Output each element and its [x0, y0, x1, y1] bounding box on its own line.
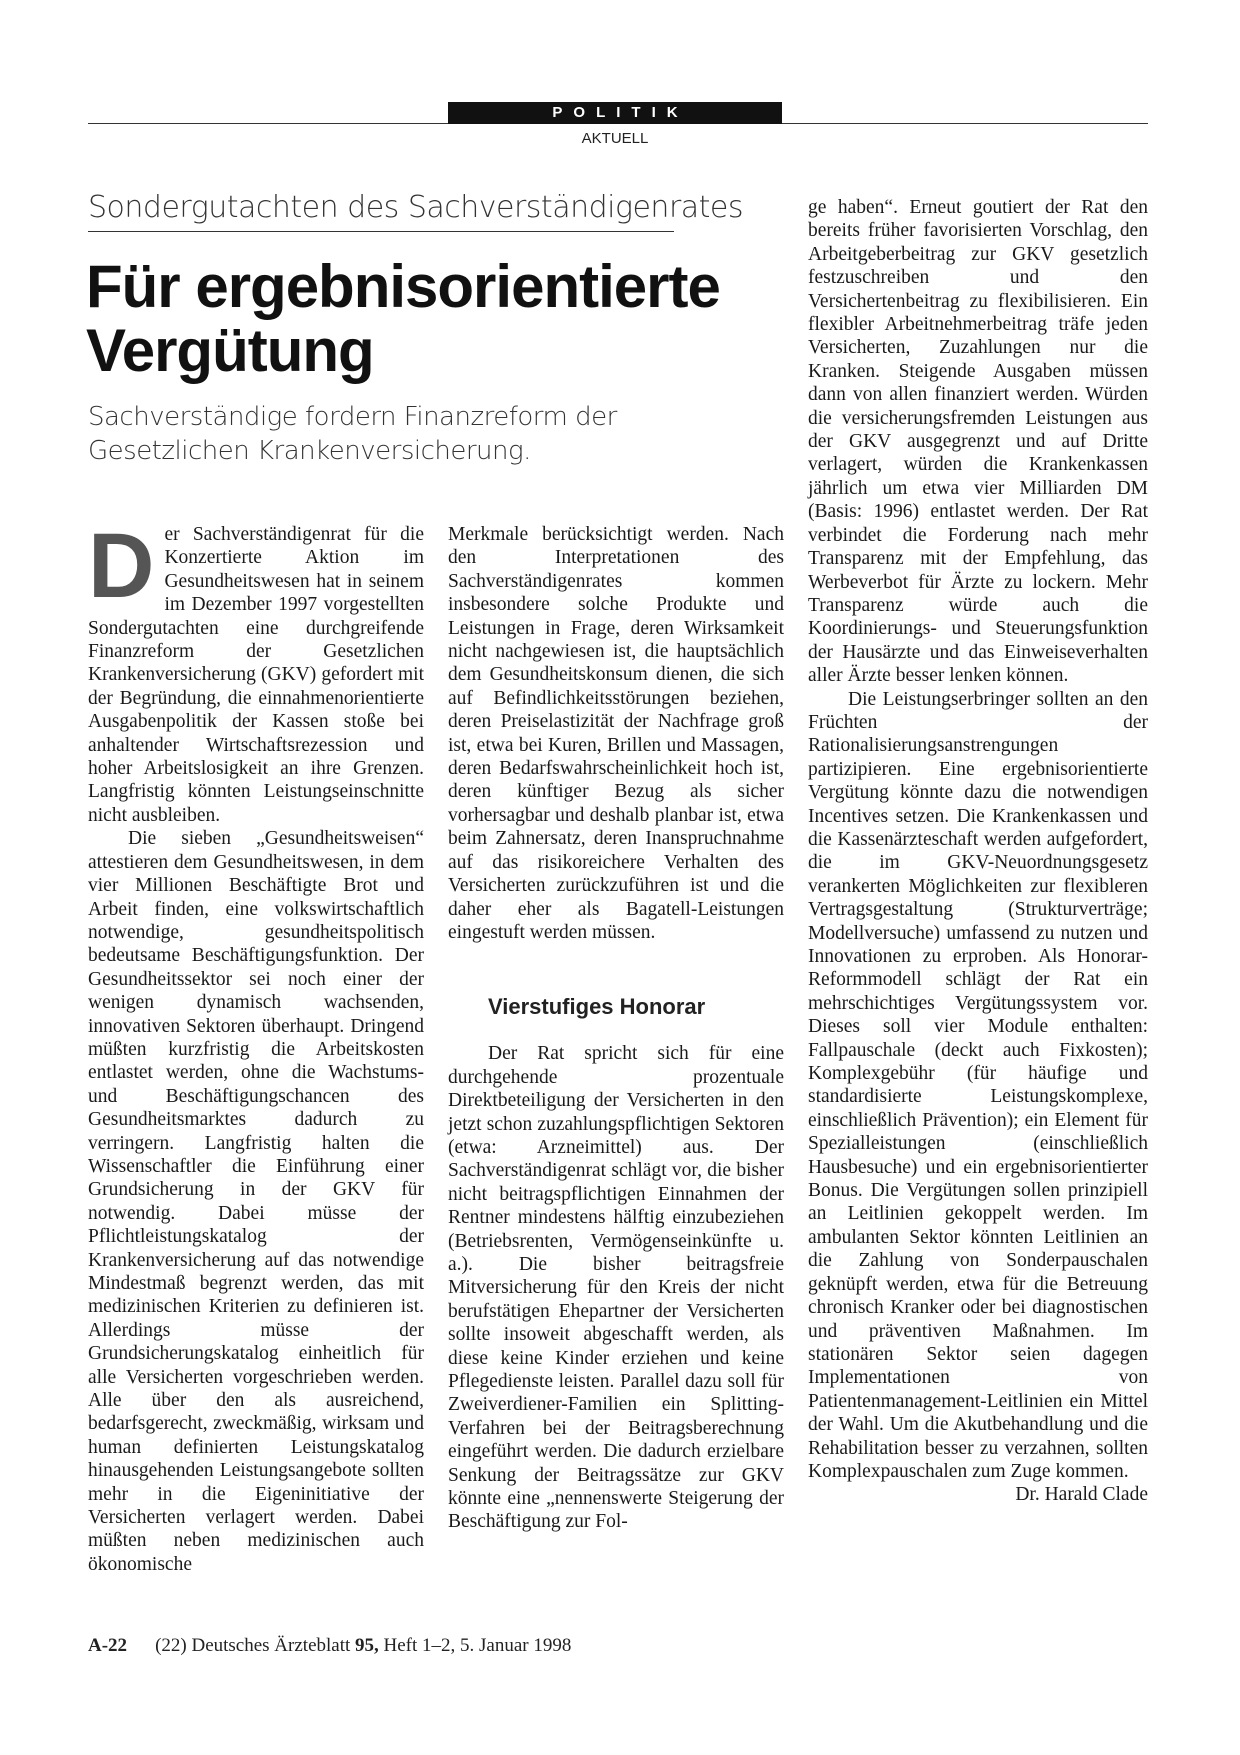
citation-volume: 95, — [355, 1635, 379, 1656]
paragraph: ge haben“. Erneut goutiert der Rat den bereits früher favorisierten Vorschlag, den Arbeitgeberbeitrag zur GKV gesetzlich festzuschreiben und den Versichertenbeitrag zu flexibilisieren. Ein flexibler Arbeitnehmerbeitrag träfe jeden Versicherten, Zuzahlungen nur die Kranken. Steigende Ausgaben müssen dann von allen finanziert werden. Würden die versicherungsfremden Leistungen aus der GKV ausgegrenzt und auf Dritte verlagert, würden die Krankenkassen jährlich um etwa vier Milliarden DM (Basis: 1996) entlastet werden. Der Rat verbindet die Forderung nach mehr Transparenz mit der Empfehlung, das Werbeverbot für Ärzte zu lockern. Mehr Transparenz würde auch die Koordinierungs- und Steuerungsfunktion der Hausärzte und das Einweiseverhalten aller Ärzte besser lenken können. — [808, 197, 1148, 687]
article-subheadline: Sachverständige fordern Finanzreform der Gesetzlichen Krankenversicherung. — [88, 402, 617, 466]
article-column-1 — [88, 515, 424, 1576]
author-signature: Dr. Harald Clade — [1015, 1484, 1148, 1506]
drop-cap: D — [88, 515, 155, 617]
paragraph-text: Die Leistungserbringer sollten an den Früchten der Rationalisierungsanstrengungen partizipieren. Eine ergebnisorientierte Vergütung könnte dazu die notwendigen Incentives setzen. Die Krankenkassen und die Kassenärzteschaft werden aufgefordert, die im GKV-Neuordnungsgesetz verankerten Möglichkeiten zur flexibleren Vertragsgestaltung (Strukturverträge; Modellversuche) umfassend zu nutzen und Innovationen zu erproben. Als Honorar-Reformmodell schlägt der Rat ein mehrschichtiges Vergütungssystem vor. Dieses soll vier Module enthalten: Fallpauschale (deckt auch Fixkosten); Komplexgebühr (für häufige und standardisierte Leistungskomplexe, einschließlich Prävention); ein Element für Spezialleistungen (einschließlich Hausbesuche) und ein ergebnisorientierter Bonus. Die Vergütungen sollen prinzipiell an Leitlinien gekoppelt werden. Im ambulanten Sektor könnten Leitlinien an die Zahlung von Sonderpauschalen geknüpft werden, etwa für die Betreuung chronisch Kranker oder bei diagnostischen und präventiven Maßnahmen. Im stationären Sektor seien dagegen Implementationen von Patientenmanagement-Leitlinien ein Mittel der Wahl. Um die Akutbehandlung und die Rehabilitation besser zu verzahnen, sollten Komplexpauschalen zum Zuge kommen. — [808, 688, 1148, 1482]
paragraph — [808, 688, 1148, 1506]
paragraph: Die sieben „Gesundheitsweisen“ attestieren dem Gesundheitswesen, in dem vier Millionen Beschäftigte Brot und Arbeit finden, eine volkswirtschaftlich notwendige, gesundheitspolitisch bedeutsame Beschäftigungsfunktion. Der Gesundheitssektor sei noch einer der wenigen dynamisch wachsenden, innovativen Sektoren überhaupt. Dringend müßten kurzfristig die Arbeitskosten entlastet werden, ohne die Wachstums- und Beschäftigungschancen des Gesundheitsmarktes dadurch zu verringern. Langfristig halten die Wissenschaftler die Einführung einer Grundsicherung in der GKV für notwendig. Dabei müsse der Pflichtleistungskatalog der Krankenversicherung auf das notwendige Mindestmaß begrenzt werden, das mit medizinischen Kriterien zu definieren ist. Allerdings müsse der Grundsicherungskatalog einheitlich für alle Versicherten vorgeschrieben werden. Alle über den als ausreichend, bedarfsgerecht, zweckmäßig, wirksam und human definierten Leistungskatalog hinausgehenden Leistungsangebote sollten mehr in die Eigeninitiative der Versicherten verlagert werden. Dabei müßten neben medizinischen auch ökonomische — [88, 828, 424, 1575]
paragraph — [88, 515, 424, 827]
paragraph: Merkmale berücksichtigt werden. Nach den Interpretationen des Sachverständigenrates kommen insbesondere solche Produkte und Leistungen in Frage, deren Wirksamkeit nicht nachgewiesen ist, die hauptsächlich dem Gesundheitskonsum dienen, die sich auf Befindlichkeitsstörungen beziehen, deren Preiselastizität der Nachfrage groß ist, etwa bei Kuren, Brillen und Massagen, deren Bedarfswahrscheinlichkeit hoch ist, deren künftiger Bezug als sicher vorhersagbar und deshalb planbar ist, etwa beim Zahnersatz, deren Inanspruchnahme auf das risikoreichere Verhalten des Versicherten zurückzuführen ist und die daher eher als Bagatell-Leistungen eingestuft werden müssen. — [448, 524, 784, 943]
section-subtitle: AKTUELL — [581, 130, 649, 147]
section-title: POLITIK — [448, 102, 782, 124]
citation-issue: Heft 1–2, 5. Januar 1998 — [378, 1635, 572, 1656]
article-column-2 — [448, 523, 784, 1534]
page-footer — [88, 1635, 571, 1657]
article-kicker: Sondergutachten des Sachverständigenrates — [88, 190, 674, 232]
article-column-3 — [808, 196, 1148, 1507]
paragraph-text: er Sachverständigenrat für die Konzertierte Aktion im Gesundheitswesen hat in seinem im Dezember 1997 vorgestellten Sondergutachten eine durchgreifende Finanzreform der Gesetzlichen Krankenversicherung (GKV) gefordert mit der Begründung, die einnahmenorientierte Ausgabenpolitik der Kassen stoße bei anhaltender Wirtschaftsrezession und hoher Arbeitslosigkeit an ihre Grenzen. Langfristig könnten Leistungseinschnitte nicht ausbleiben. — [88, 524, 424, 826]
paragraph: Der Rat spricht sich für eine durchgehende prozentuale Direktbeteiligung der Versicherten in den jetzt schon zuzahlungspflichtigen Sektoren (etwa: Arzneimittel) aus. Der Sachverständigenrat schlägt vor, die bisher nicht beitragspflichtigen Einnahmen der Rentner mindestens hälftig einzubeziehen (Betriebsrenten, Vermögenseinkünfte u. a.). Die bisher beitragsfreie Mitversicherung für den Kreis der nicht berufstätigen Ehepartner der Versicherten sollte insoweit abgeschafft werden, als diese keine Kinder erziehen und keine Pflegedienste leisten. Parallel dazu soll für Zweiverdiener-Familien ein Splitting-Verfahren bei der Beitragsberechnung eingeführt werden. Die dadurch erzielbare Senkung der Beitragssätze zur GKV könnte eine „nennenswerte Steigerung der Beschäftigung zur Fol- — [448, 1043, 784, 1533]
section-heading: Vierstufiges Honorar — [488, 994, 706, 1020]
page-number: A-22 — [88, 1635, 128, 1656]
article-headline: Für ergebnisorientierte Vergütung — [86, 253, 720, 384]
citation-text: (22) Deutsches Ärzteblatt — [155, 1635, 356, 1656]
